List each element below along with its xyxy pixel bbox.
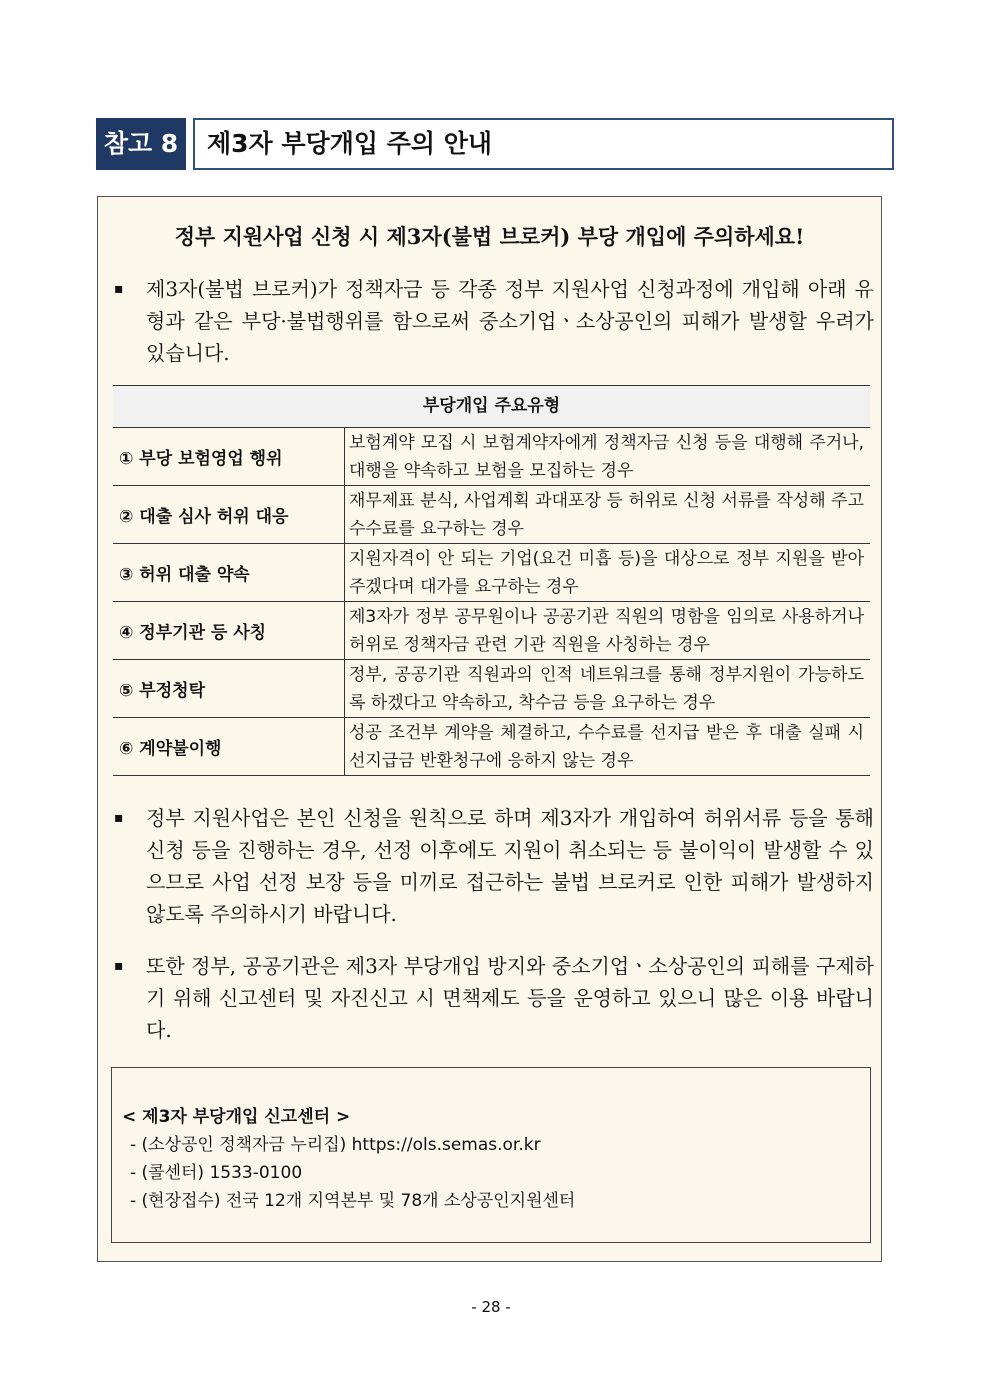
reference-tag: 참고 8: [96, 118, 186, 170]
notice-panel: [97, 196, 882, 1262]
bullet-icon: ▪: [114, 810, 124, 826]
table-row: [113, 660, 870, 718]
table-row: [113, 602, 870, 660]
bullet-icon: ▪: [114, 958, 124, 974]
desc-cell: 지원자격이 안 되는 기업(요건 미흡 등)을 대상으로 정부 지원을 받아주겠다며 대가를 요구하는 경우: [349, 549, 864, 597]
type-cell: ① 부당 보험영업 행위: [113, 428, 345, 485]
section-header: [96, 118, 882, 170]
support-paragraph: [114, 950, 874, 1046]
paragraph-text: 제3자(불법 브로커)가 정책자금 등 각종 정부 지원사업 신청과정에 개입해 아래 유형과 같은 부당·불법행위를 함으로써 중소기업ㆍ소상공인의 피해가 발생할 우려가 있습니다.: [146, 277, 874, 365]
bullet-icon: ▪: [114, 281, 124, 297]
desc-cell: 성공 조건부 계약을 체결하고, 수수료를 선지급 받은 후 대출 실패 시 선지급금 반환청구에 응하지 않는 경우: [349, 723, 864, 771]
table-row: [113, 486, 870, 544]
section-title: 제3자 부당개입 주의 안내: [193, 118, 894, 170]
table-row: [113, 718, 870, 776]
table-row: [113, 544, 870, 602]
desc-cell: 보험계약 모집 시 보험계약자에게 정책자금 신청 등을 대행해 주거나, 대행을 약속하고 보험을 모집하는 경우: [349, 433, 864, 481]
report-line: - (소상공인 정책자금 누리집) https://ols.semas.or.kr: [130, 1135, 541, 1155]
table-header: 부당개입 주요유형: [113, 385, 870, 428]
type-cell: ② 대출 심사 허위 대응: [113, 486, 345, 543]
intro-paragraph: [114, 273, 874, 369]
page-number: - 28 -: [471, 1298, 511, 1316]
principle-paragraph: [114, 802, 874, 930]
type-cell: ④ 정부기관 등 사칭: [113, 602, 345, 659]
paragraph-text: 정부 지원사업은 본인 신청을 원칙으로 하며 제3자가 개입하여 허위서류 등을 통해 신청 등을 진행하는 경우, 선정 이후에도 지원이 취소되는 등 불이익이 발생할 수 있으므로 사업 선정 보장 등을 미끼로 접근하는 불법 브로커로 인한 피해가 발생하지 않도록 주의하시기 바랍니다.: [146, 806, 874, 926]
desc-cell: 제3자가 정부 공무원이나 공공기관 직원의 명함을 임의로 사용하거나 허위로 정책자금 관련 기관 직원을 사칭하는 경우: [349, 607, 864, 655]
report-center-box: [111, 1067, 871, 1243]
types-table: [113, 385, 870, 776]
table-row: [113, 428, 870, 486]
type-cell: ⑤ 부정청탁: [113, 660, 345, 717]
report-center-title: < 제3자 부당개입 신고센터 >: [122, 1107, 351, 1127]
report-line: - (현장접수) 전국 12개 지역본부 및 78개 소상공인지원센터: [130, 1191, 576, 1211]
report-line: - (콜센터) 1533-0100: [130, 1163, 303, 1183]
type-cell: ⑥ 계약불이행: [113, 718, 345, 775]
desc-cell: 재무제표 분식, 사업계획 과대포장 등 허위로 신청 서류를 작성해 주고 수수료를 요구하는 경우: [349, 491, 864, 539]
desc-cell: 정부, 공공기관 직원과의 인적 네트워크를 통해 정부지원이 가능하도록 하겠다고 약속하고, 착수금 등을 요구하는 경우: [349, 665, 864, 713]
type-cell: ③ 허위 대출 약속: [113, 544, 345, 601]
notice-headline: 정부 지원사업 신청 시 제3자(불법 브로커) 부당 개입에 주의하세요!: [174, 224, 805, 249]
paragraph-text: 또한 정부, 공공기관은 제3자 부당개입 방지와 중소기업ㆍ소상공인의 피해를 구제하기 위해 신고센터 및 자진신고 시 면책제도 등을 운영하고 있으니 많은 이용 바랍니다.: [146, 954, 874, 1042]
